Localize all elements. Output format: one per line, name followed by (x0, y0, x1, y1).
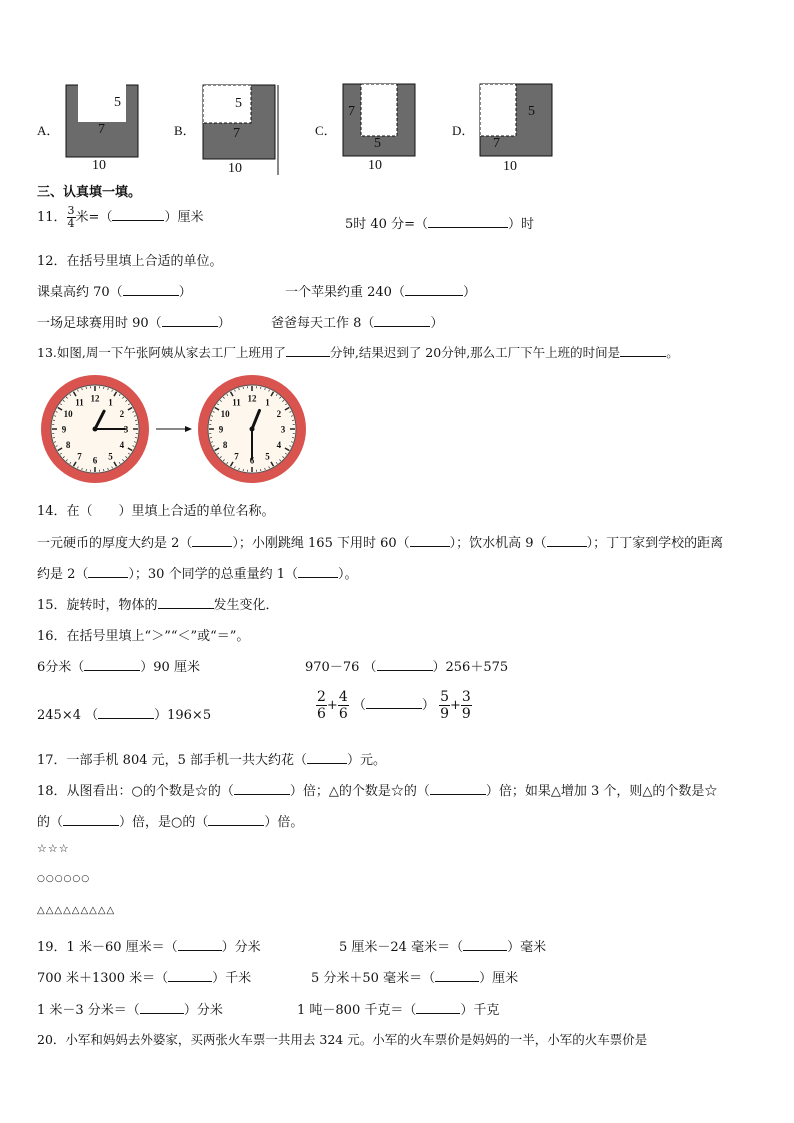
triangles-row: △△△△△△△△△ (37, 905, 116, 916)
clock-end-number: 11 (232, 397, 241, 408)
option-d-base-label: 10 (503, 159, 517, 174)
answer-blank[interactable] (162, 316, 218, 327)
clock-end-number: 9 (218, 424, 224, 435)
clock-end-number: 1 (265, 397, 270, 408)
question-13: 13.如图,周一下午张阿姨从家去工厂上班用了 分钟,结果迟到了 20分钟,那么工厂下午上班的时间是 。 (37, 345, 679, 360)
q11-text-3: 5时 40 分=（ (345, 217, 428, 232)
answer-blank[interactable] (140, 1003, 184, 1014)
option-c-inner-label: 7 (348, 104, 355, 119)
answer-blank[interactable] (286, 346, 330, 357)
clock-start-number: 3 (123, 424, 129, 435)
q12-item-a: 课桌高约 70（ ） (37, 285, 192, 300)
answer-blank[interactable] (123, 285, 179, 296)
answer-blank[interactable] (63, 815, 119, 826)
option-b-base-label: 10 (228, 161, 242, 176)
clock-start-number: 5 (108, 451, 113, 462)
answer-blank[interactable] (168, 971, 212, 982)
option-b-inner-label: 5 (235, 96, 242, 111)
question-15: 15．旋转时，物体的 发生变化． (37, 598, 279, 613)
answer-blank[interactable] (88, 567, 128, 578)
answer-blank[interactable] (547, 536, 587, 547)
clock-start-number: 9 (61, 424, 67, 435)
clock-start-number: 11 (75, 397, 84, 408)
q16-item-b: 970－76 （ ）256＋575 (305, 660, 509, 675)
clock-start-number: 10 (63, 409, 73, 419)
option-a-base-label: 10 (92, 158, 106, 173)
answer-blank[interactable] (208, 815, 264, 826)
option-b-figure (203, 85, 283, 175)
clock-start-number: 6 (92, 455, 98, 466)
answer-blank[interactable] (307, 753, 347, 764)
q19-item-f: 1 吨－800 千克＝（ ）千克 (297, 1003, 500, 1018)
option-d-inner-label: 5 (528, 104, 535, 119)
question-16-stem: 16．在括号里填上“＞”“＜”或“＝”。 (37, 629, 250, 644)
option-d-letter: D． (452, 123, 475, 138)
answer-blank[interactable] (374, 316, 430, 327)
option-c-outer-label: 5 (374, 136, 381, 151)
clock-start-number: 8 (65, 440, 71, 450)
answer-blank[interactable] (366, 698, 422, 709)
q12-item-c: 一场足球赛用时 90（ ） (37, 316, 231, 331)
answer-blank[interactable] (405, 285, 463, 296)
q19-item-d: 5 分米＋50 毫米＝（ ）厘米 (311, 971, 519, 986)
clock-end-number: 7 (234, 451, 239, 462)
question-14-stem: 14．在（ ）里填上合适的单位名称。 (37, 504, 275, 519)
answer-blank[interactable] (158, 598, 214, 609)
answer-blank[interactable] (98, 708, 154, 719)
answer-blank[interactable] (298, 567, 338, 578)
stars-row: ☆☆☆ (37, 842, 70, 855)
section-title: 三、认真填一填。 (37, 185, 142, 200)
clock-end-number: 8 (222, 440, 228, 450)
clock-end-number: 2 (276, 409, 282, 419)
fraction-3-4: $\frac{3}{4}$ (67, 204, 75, 230)
clock-end-number: 10 (220, 409, 230, 419)
clock-start-number: 1 (108, 397, 113, 408)
answer-blank[interactable] (192, 536, 232, 547)
clock-end-number: 4 (276, 440, 282, 450)
option-a-inner-label: 5 (114, 95, 121, 110)
answer-blank[interactable] (428, 217, 508, 228)
clock-end-center-pin (250, 427, 255, 432)
answer-blank[interactable] (234, 784, 290, 795)
option-c-letter: C． (315, 123, 337, 138)
q19-item-e: 1 米－3 分米＝（ ）分米 (37, 1003, 223, 1018)
q19-item-b: 5 厘米－24 毫米＝（ ）毫米 (339, 940, 547, 955)
option-a-letter: A． (37, 123, 60, 138)
q12-item-b: 一个苹果约重 240（ ） (285, 285, 476, 300)
clock-start-center-pin (93, 427, 98, 432)
answer-blank[interactable] (416, 1003, 460, 1014)
q11-text-4: ）时 (507, 217, 534, 232)
clock-start-number: 12 (90, 393, 100, 404)
clock-start-number: 4 (119, 440, 125, 450)
q11-text-1: 米=（ (75, 210, 113, 225)
q11-text-2: ）厘米 (164, 210, 204, 225)
answer-blank[interactable] (430, 784, 486, 795)
clock-start-number: 7 (77, 451, 82, 462)
clock-end-number: 5 (265, 451, 270, 462)
answer-blank[interactable] (463, 940, 507, 951)
answer-blank[interactable] (84, 660, 140, 671)
q19-item-c: 700 米＋1300 米＝（ ）千米 (37, 971, 252, 986)
q19-item-a: 19．1 米－60 厘米＝（ ）分米 (37, 940, 261, 955)
arrow-head (185, 426, 192, 432)
clock-end-number: 3 (280, 424, 286, 435)
question-11 (37, 205, 203, 230)
option-b-letter: B． (174, 123, 196, 138)
option-c-base-label: 10 (368, 158, 382, 173)
circles-row: ○○○○○○ (37, 874, 91, 884)
option-a-outer-label: 7 (98, 122, 105, 137)
answer-blank[interactable] (377, 660, 433, 671)
clock-start-number: 2 (119, 409, 125, 419)
option-d-outer-label: 7 (493, 136, 500, 151)
q16-item-c: 245×4 （ ）196×5 (37, 708, 212, 723)
q14-line-2: 约是 2（ ）；30 个同学的总重量约 1（ ）。 (37, 567, 358, 582)
q18-line-2: 的（ ）倍，是○的（ ）倍。 (37, 815, 304, 830)
answer-blank[interactable] (435, 971, 479, 982)
clock-end-number: 6 (249, 455, 255, 466)
answer-blank[interactable] (620, 346, 666, 357)
answer-blank[interactable] (178, 940, 222, 951)
answer-blank[interactable] (112, 210, 164, 221)
question-20: 20．小军和妈妈去外婆家，买两张火车票一共用去 324 元。小军的火车票价是妈妈的一半，小军的火车票价是 (37, 1032, 648, 1047)
option-d-figure (480, 84, 555, 159)
q12-item-d: 爸爸每天工作 8（ ） (271, 316, 444, 331)
clocks-figure (40, 373, 310, 485)
question-12-stem: 12．在括号里填上合适的单位。 (37, 254, 223, 269)
question-11-part-2 (345, 213, 534, 232)
q18-line-1: 18．从图看出：○的个数是☆的（ ）倍；△的个数是☆的（ ）倍；如果△增加 3 个，则△的个数是☆ (37, 784, 718, 799)
clock-end-number: 12 (247, 393, 257, 404)
question-number: 11． (37, 210, 67, 225)
q14-line-1: 一元硬币的厚度大约是 2（ ）；小刚跳绳 165 下用时 60（ ）；饮水机高 9（ ）；丁丁家到学校的距离 (37, 536, 724, 551)
option-b-outer-label: 7 (233, 126, 240, 141)
q16-item-d: $\frac{2}{6}$ + $\frac{4}{6}$ （ ） $\frac{5}{9}$ + $\frac{3}{9}$ (317, 689, 471, 722)
answer-blank[interactable] (410, 536, 450, 547)
question-17: 17．一部手机 804 元，5 部手机一共大约花（ ）元。 (37, 753, 387, 768)
q16-item-a: 6分米（ ）90 厘米 (37, 660, 200, 675)
